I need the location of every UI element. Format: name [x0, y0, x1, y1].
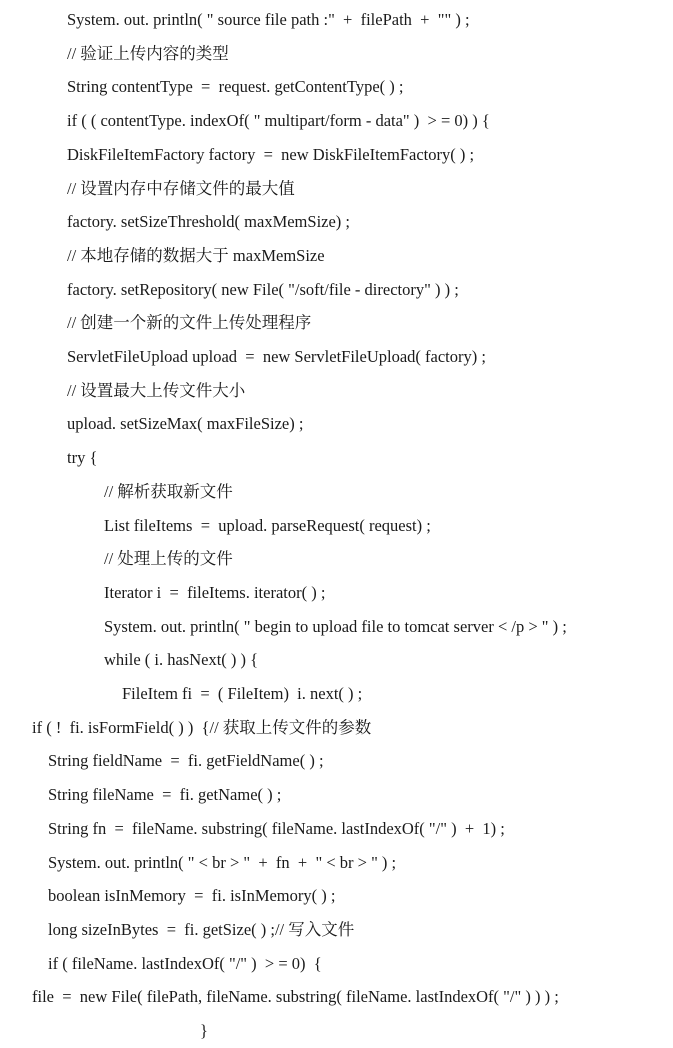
code-line-28: long sizeInBytes = fi. getSize( ) ;// 写入文件 [48, 919, 355, 939]
code-line-18: Iterator i = fileItems. iterator( ) ; [104, 582, 326, 602]
code-line-17: // 处理上传的文件 [104, 549, 233, 569]
code-line-13: upload. setSizeMax( maxFileSize) ; [67, 414, 304, 434]
code-line-12: // 设置最大上传文件大小 [67, 380, 246, 400]
code-line-15: // 解析获取新文件 [104, 481, 233, 501]
code-line-23: String fieldName = fi. getFieldName( ) ; [48, 751, 324, 771]
code-line-6: // 设置内存中存储文件的最大值 [67, 178, 295, 198]
code-line-21: FileItem fi = ( FileItem) i. next( ) ; [122, 684, 363, 703]
code-line-29: if ( fileName. lastIndexOf( "/" ) > = 0) { [48, 953, 322, 973]
code-line-26: System. out. println( " < br > " + fn + " < br > " ) ; [48, 852, 397, 872]
code-line-7: factory. setSizeThreshold( maxMemSize) ; [67, 212, 351, 232]
code-line-10: // 创建一个新的文件上传处理程序 [67, 313, 312, 333]
code-line-4: if ( ( contentType. indexOf( " multipart/form - data" ) > = 0) ) { [67, 111, 490, 131]
code-line-2: // 验证上传内容的类型 [67, 43, 229, 63]
code-line-27: boolean isInMemory = fi. isInMemory( ) ; [48, 886, 336, 906]
code-line-8: // 本地存储的数据大于 maxMemSize [67, 245, 325, 265]
code-line-11: ServletFileUpload upload = new ServletFileUpload( factory) ; [67, 347, 486, 366]
code-line-14: try { [67, 448, 98, 468]
code-line-3: String contentType = request. getContentType( ) ; [67, 77, 404, 97]
code-line-22: if ( ! fi. isFormField( ) ) {// 获取上传文件的参数 [32, 717, 372, 737]
code-line-19: System. out. println( " begin to upload file to tomcat server < /p > " ) ; [104, 616, 567, 636]
code-line-9: factory. setRepository( new File( "/soft/file - directory" ) ) ; [67, 279, 459, 299]
code-line-1: System. out. println( " source file path :" + filePath + "" ) ; [67, 10, 470, 29]
code-line-30: file = new File( filePath, fileName. substring( fileName. lastIndexOf( "/" ) ) ) ; [32, 987, 559, 1007]
code-line-20: while ( i. hasNext( ) ) { [104, 650, 259, 670]
code-line-5: DiskFileItemFactory factory = new DiskFileItemFactory( ) ; [67, 144, 475, 164]
code-line-31: } [200, 1021, 208, 1040]
code-line-24: String fileName = fi. getName( ) ; [48, 785, 282, 805]
code-line-25: String fn = fileName. substring( fileName. lastIndexOf( "/" ) + 1) ; [48, 818, 505, 838]
code-line-16: List fileItems = upload. parseRequest( request) ; [104, 515, 431, 535]
